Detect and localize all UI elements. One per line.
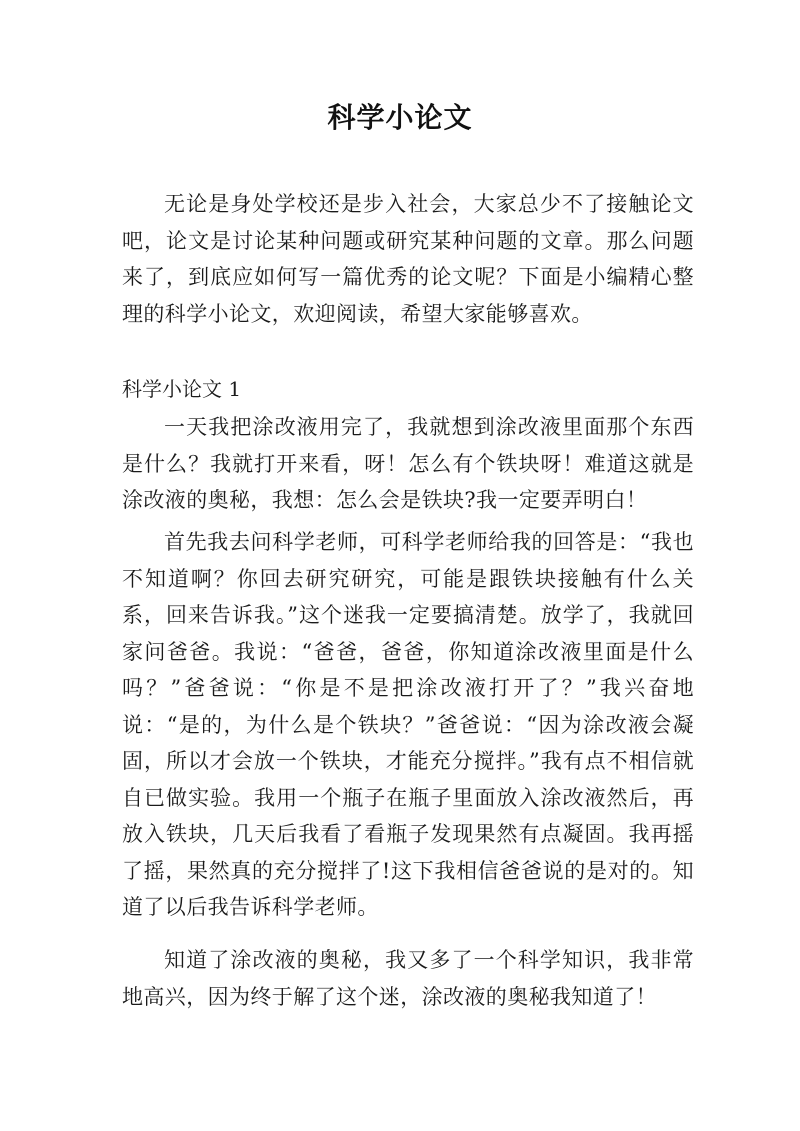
document-title: 科学小论文 [327, 101, 473, 134]
intro-paragraph: 无论是身处学校还是步入社会，大家总少不了接触论文吧，论文是讨论某种问题或研究某种问题的文章。那么问题来了，到底应如何写一篇优秀的论文呢？下面是小编精心整理的科学小论文，欢迎阅读，希望大家能够喜欢。 [122, 192, 694, 326]
body-paragraph-2: 首先我去问科学老师，可科学老师给我的回答是：“我也不知道啊？你回去研究研究，可能是跟铁块接触有什么关系，回来告诉我。”这个迷我一定要搞清楚。放学了，我就回家问爸爸。我说：“爸爸，爸爸，你知道涂改液里面是什么吗？”爸爸说：“你是不是把涂改液打开了？”我兴奋地说：“是的，为什么是个铁块？”爸爸说：“因为涂改液会凝固，所以才会放一个铁块，才能充分搅拌。”我有点不相信就自已做实验。我用一个瓶子在瓶子里面放入涂改液然后，再放入铁块，几天后我看了看瓶子发现果然有点凝固。我再摇了摇，果然真的充分搅拌了!这下我相信爸爸说的是对的。知道了以后我告诉科学老师。 [122, 530, 694, 919]
body-paragraph-1: 一天我把涂改液用完了，我就想到涂改液里面那个东西是什么？我就打开来看，呀！怎么有个铁块呀！难道这就是涂改液的奥秘，我想：怎么会是铁块?我一定要弄明白！ [122, 415, 694, 512]
section-heading: 科学小论文 1 [122, 377, 242, 401]
body-paragraph-3: 知道了涂改液的奥秘，我又多了一个科学知识，我非常地高兴，因为终于解了这个迷，涂改液的奥秘我知道了！ [122, 948, 694, 1009]
